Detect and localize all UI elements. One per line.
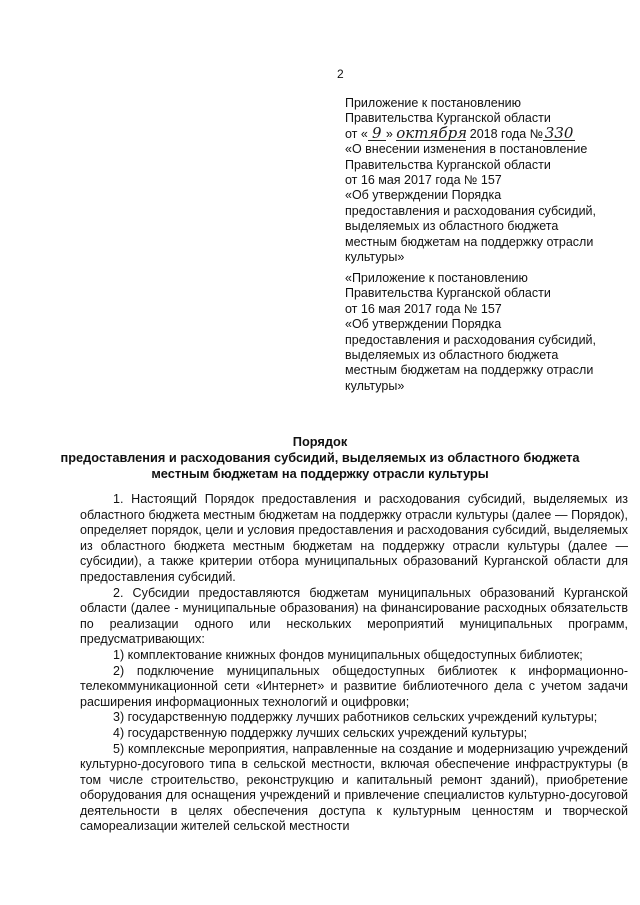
appendix-line: местным бюджетам на поддержку отрасли bbox=[345, 363, 594, 378]
paragraph: 1. Настоящий Порядок предоставления и расходования субсидий, выделяемых из областного бюджета местным бюджетам на поддержку отрасли культуры (далее — Порядок), определяет порядок, цели и условия предоставления и расходования субсидий, выделяемых из областного бюджета местным бюджетам на поддержку отрасли культуры (далее — субсидии), а также критерии отбора муниципальных образований Курганской области для предоставления субсидий. bbox=[80, 492, 628, 584]
title-line: местным бюджетам на поддержку отрасли культуры bbox=[151, 466, 489, 481]
list-item: 4) государственную поддержку лучших сельских учреждений культуры; bbox=[113, 725, 528, 740]
appendix-line: Приложение к постановлению bbox=[345, 96, 521, 110]
appendix-line: от 16 мая 2017 года № 157 bbox=[345, 301, 502, 316]
list-item: 1) комплектование книжных фондов муниципальных общедоступных библиотек; bbox=[113, 647, 583, 662]
appendix-line: культуры» bbox=[345, 378, 405, 393]
paragraph: 2. Субсидии предоставляются бюджетам муниципальных образований Курганской области (далее - муниципальные образования) на финансирование расходных обязательств по реализации одного или нескольких мероприятий муниципальных программ, предусматривающих: bbox=[80, 585, 628, 647]
appendix-line: от 16 мая 2017 года № 157 bbox=[345, 173, 502, 188]
appendix-line: Правительства Курганской области bbox=[345, 111, 551, 126]
title-line: Порядок bbox=[292, 434, 348, 449]
list-item: 5) комплексные мероприятия, направленные на создание и модернизацию учреждений культурно-досугового типа в сельской местности, включая обеспечение инфраструктуры (в том числе строительство, реконструкцию и капитальный ремонт зданий), приобретение оборудования для оснащения учреждений и привлечение специалистов культурно-досуговой деятельности в целях обеспечения доступа к культурным ценностям и творческой самореализации жителей сельской местности bbox=[80, 741, 628, 834]
appendix-line: «О внесении изменения в постановление bbox=[345, 142, 588, 157]
appendix-line: Правительства Курганской области bbox=[345, 157, 551, 172]
page-number: 2 bbox=[337, 67, 344, 81]
handwritten-number: 330 bbox=[544, 123, 574, 142]
appendix-line: выделяемых из областного бюджета bbox=[345, 348, 559, 363]
date-prefix: от « bbox=[345, 126, 368, 141]
appendix-line: предоставления и расходования субсидий, bbox=[345, 203, 597, 218]
list-item: 3) государственную поддержку лучших работников сельских учреждений культуры; bbox=[113, 710, 598, 725]
appendix-line: «Об утверждении Порядка bbox=[345, 317, 502, 332]
handwritten-day: 9 bbox=[368, 127, 386, 141]
appendix-line: предоставления и расходования субсидий, bbox=[345, 332, 597, 347]
appendix-date-line bbox=[345, 123, 615, 142]
list-item: 2) подключение муниципальных общедоступных библиотек к информационно-телекоммуникационной сети «Интернет» и развитие библиотечного дела с учетом задачи расширения информационных технологий и оцифровки; bbox=[80, 663, 628, 709]
date-mid: » bbox=[385, 126, 393, 141]
handwritten-month: октября bbox=[396, 123, 468, 142]
appendix-original-block bbox=[345, 271, 615, 394]
document-body bbox=[80, 492, 628, 835]
appendix-line: выделяемых из областного бюджета bbox=[345, 219, 559, 234]
appendix-line: культуры» bbox=[345, 250, 405, 265]
appendix-line: «Приложение к постановлению bbox=[345, 271, 528, 285]
appendix-line: местным бюджетам на поддержку отрасли bbox=[345, 234, 594, 249]
appendix-line: «Об утверждении Порядка bbox=[345, 188, 502, 203]
document-title bbox=[40, 434, 600, 482]
appendix-line: Правительства Курганской области bbox=[345, 286, 551, 301]
title-line: предоставления и расходования субсидий, выделяемых из областного бюджета bbox=[60, 450, 580, 465]
appendix-amendment-block bbox=[345, 96, 615, 265]
date-suffix: 2018 года № bbox=[469, 126, 544, 141]
